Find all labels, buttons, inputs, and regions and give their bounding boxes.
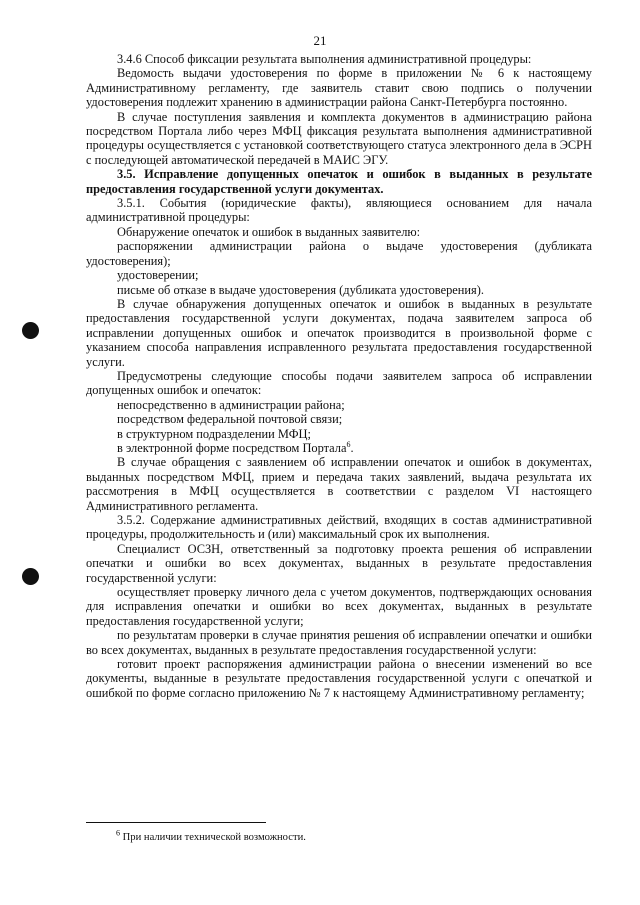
punch-hole-mark bbox=[22, 568, 39, 585]
paragraph-text: непосредственно в администрации района; bbox=[117, 397, 345, 412]
paragraph bbox=[86, 66, 592, 109]
paragraph-text: 3.5. Исправление допущенных опечаток и ошибок в выданных в результате предоставления государственной услуги документах. bbox=[86, 167, 592, 196]
footnote-reference: 6 bbox=[346, 439, 351, 449]
paragraph-text-end: . bbox=[350, 440, 354, 455]
document-body bbox=[86, 52, 592, 700]
paragraph-text: готовит проект распоряжения администрации района о внесении изменений во все документы, выданные в результате предоставления государственной услуги с опечаткой и ошибкой по форме согласно приложению № 7 к настоящему Административному регламенту; bbox=[86, 657, 592, 700]
paragraph bbox=[86, 441, 592, 455]
paragraph bbox=[86, 369, 592, 398]
paragraph bbox=[86, 196, 592, 225]
paragraph-text: Специалист ОСЗН, ответственный за подготовку проекта решения об исправлении опечатки и ошибки во всех документах, выданных в результате предоставления государственной услуги: bbox=[86, 541, 592, 585]
paragraph bbox=[86, 427, 592, 441]
paragraph bbox=[86, 297, 592, 369]
paragraph-text: 3.5.1. События (юридические факты), являющиеся основанием для начала административной процедуры: bbox=[86, 196, 592, 225]
paragraph bbox=[86, 628, 592, 657]
paragraph-text: распоряжении администрации района о выдаче удостоверения (дубликата удостоверения); bbox=[86, 239, 592, 268]
footnote-separator bbox=[86, 822, 266, 823]
paragraph-text: 3.5.2. Содержание административных действий, входящих в состав административной процедуры, продолжительность и (или) максимальный срок их выполнения. bbox=[86, 513, 592, 542]
punch-hole-mark bbox=[22, 322, 39, 339]
paragraph bbox=[86, 585, 592, 628]
paragraph bbox=[86, 283, 592, 297]
paragraph bbox=[86, 110, 592, 168]
paragraph-text: в электронной форме посредством Портала bbox=[117, 440, 347, 455]
paragraph-text: В случае поступления заявления и комплекта документов в администрацию района посредством Портала либо через МФЦ фиксация результата выполнения административной процедуры осуществляется с установкой соответствующего статуса электронного дела в ЭСРН с последующей автоматической передачей в МАИС ЭГУ. bbox=[86, 109, 592, 167]
paragraph-text: В случае обращения с заявлением об исправлении опечаток и ошибок в документах, выданных посредством МФЦ, прием и передача таких заявлений, выдача результата их рассмотрения в МФЦ осуществляется в соответствии с разделом VI настоящего Административного регламента. bbox=[86, 455, 592, 513]
paragraph bbox=[86, 239, 592, 268]
paragraph bbox=[86, 398, 592, 412]
footnote bbox=[86, 828, 592, 843]
footnote-text: При наличии технической возможности. bbox=[120, 832, 306, 843]
paragraph bbox=[86, 455, 592, 513]
paragraph-text: 3.4.6 Способ фиксации результата выполнения административной процедуры: bbox=[117, 52, 532, 66]
paragraph bbox=[86, 513, 592, 542]
paragraph bbox=[86, 542, 592, 585]
paragraph-text: В случае обнаружения допущенных опечаток и ошибок в выданных в результате предоставления государственной услуги документах, подача заявителем запроса об исправлении допущенных ошибок и опечаток производится в произвольной форме с указанием способа направления исправленного результата предоставления государственной услуги. bbox=[86, 296, 592, 369]
paragraph-text: по результатам проверки в случае принятия решения об исправлении опечатки и ошибки во всех документах, выданных в результате предоставления государственной услуги: bbox=[86, 628, 592, 657]
paragraph-text: удостоверении; bbox=[117, 268, 199, 283]
paragraph bbox=[86, 52, 592, 66]
paragraph bbox=[86, 412, 592, 426]
paragraph bbox=[86, 225, 592, 239]
paragraph-text: посредством федеральной почтовой связи; bbox=[117, 412, 343, 427]
paragraph-text: Обнаружение опечаток и ошибок в выданных заявителю: bbox=[117, 224, 421, 239]
paragraph bbox=[86, 657, 592, 700]
footnote-mark: 6 bbox=[116, 828, 120, 838]
page-number: 21 bbox=[313, 33, 327, 48]
paragraph-text: Предусмотрены следующие способы подачи заявителем запроса об исправлении допущенных ошибок и опечаток: bbox=[86, 368, 592, 398]
paragraph bbox=[86, 167, 592, 196]
paragraph-text: в структурном подразделении МФЦ; bbox=[117, 426, 311, 441]
paragraph-text: письме об отказе в выдаче удостоверения (дубликата удостоверения). bbox=[117, 282, 484, 297]
paragraph-text: Ведомость выдачи удостоверения по форме в приложении № 6 к настоящему Административному регламенту, где заявитель ставит свою подпись о получении удостоверения подлежит хранению в администрации района Санкт-Петербурга постоянно. bbox=[86, 66, 592, 110]
paragraph bbox=[86, 268, 592, 282]
paragraph-text: осуществляет проверку личного дела с учетом документов, подтверждающих основания для исправления опечатки и ошибки во всех документах, выданных в результате предоставления государственной услуги; bbox=[86, 585, 592, 628]
